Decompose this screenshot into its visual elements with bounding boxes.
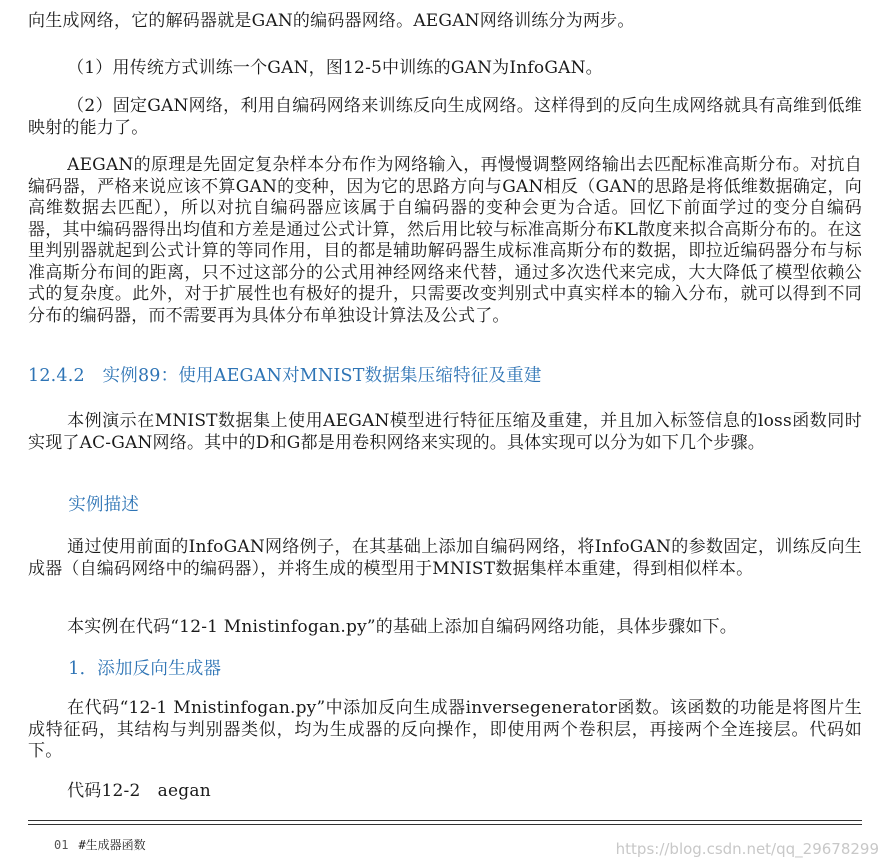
code-caption-text: 代码12-2 aegan — [67, 781, 211, 801]
paragraph-text: （2）固定GAN网络，利用自编码网络来训练反向生成网络。这样得到的反向生成网络就具有高维到低维映射的能力了。 — [28, 96, 862, 138]
paragraph-text: 本实例在代码“12-1 Mnistinfogan.py”的基础上添加自编码网络功能，具体步骤如下。 — [67, 617, 737, 637]
code-caption — [28, 781, 862, 803]
paragraph-text: （1）用传统方式训练一个GAN，图12-5中训练的GAN为InfoGAN。 — [67, 58, 603, 78]
paragraph-intro — [28, 11, 862, 33]
paragraph-aegan-principle — [28, 155, 862, 327]
code-line-number: 01 — [54, 838, 69, 852]
paragraph-inverse-generator — [28, 698, 862, 763]
paragraph-example-intro — [28, 411, 862, 454]
watermark: https://blog.csdn.net/qq_29678299 — [615, 840, 879, 858]
paragraph-steps-overview — [28, 617, 862, 639]
paragraph-text: 在代码“12-1 Mnistinfogan.py”中添加反向生成器inversegenerator函数。该函数的功能是将图片生成特征码，其结构与判别器类似，均为生成器的反向操作，即使用两个卷积层，再接两个全连接层。代码如下。 — [28, 698, 862, 761]
paragraph-text: 本例演示在MNIST数据集上使用AEGAN模型进行特征压缩及重建，并且加入标签信息的loss函数同时实现了AC-GAN网络。其中的D和G都是用卷积网络来实现的。具体实现可以分为如下几个步骤。 — [28, 411, 862, 453]
paragraph-text: 向生成网络，它的解码器就是GAN的编码器网络。AEGAN网络训练分为两步。 — [28, 11, 635, 31]
section-heading-12-4-2 — [28, 365, 862, 387]
sub-heading-example-description — [28, 494, 862, 516]
paragraph-text: 通过使用前面的InfoGAN网络例子，在其基础上添加自编码网络，将InfoGAN的参数固定，训练反向生成器（自编码网络中的编码器），并将生成的模型用于MNIST数据集样本重建，得到相似样本。 — [28, 537, 862, 579]
code-block-top-rule-inner — [28, 824, 862, 825]
paragraph-text: AEGAN的原理是先固定复杂样本分布作为网络输入，再慢慢调整网络输出去匹配标准高斯分布。对抗自编码器，严格来说应该不算GAN的变种，因为它的思路方向与GAN相反（GAN的思路是将低维数据确定，向高维数据去匹配），所以对抗自编码器应该属于自编码器的变种会更为合适。回忆下前面学过的变分自编码器，其中编码器得出均值和方差是通过公式计算，然后用比较与标准高斯分布KL散度来拟合高斯分布的。在这里判别器就起到公式计算的等同作用，目的都是辅助解码器生成标准高斯分布的数据，即拉近编码器分布与标准高斯分布间的距离，只不过这部分的公式用神经网络来代替，通过多次迭代来完成，大大降低了模型依赖公式的复杂度。此外，对于扩展性也有极好的提升，只需要改变判别式中真实样本的输入分布，就可以得到不同分布的编码器，而不需要再为具体分布单独设计算法及公式了。 — [28, 155, 862, 326]
paragraph-step-2 — [28, 96, 862, 139]
sub-heading-add-inverse-generator — [28, 658, 862, 680]
paragraph-step-1 — [28, 58, 862, 80]
code-line-text: #生成器函数 — [78, 838, 146, 852]
sub-heading-text: 实例描述 — [68, 495, 140, 515]
code-block-top-rule — [28, 820, 862, 821]
section-heading-text: 12.4.2 实例89：使用AEGAN对MNIST数据集压缩特征及重建 — [28, 366, 542, 386]
sub-heading-text: 1．添加反向生成器 — [68, 659, 222, 679]
paragraph-example-description — [28, 537, 862, 580]
code-line — [54, 836, 146, 853]
